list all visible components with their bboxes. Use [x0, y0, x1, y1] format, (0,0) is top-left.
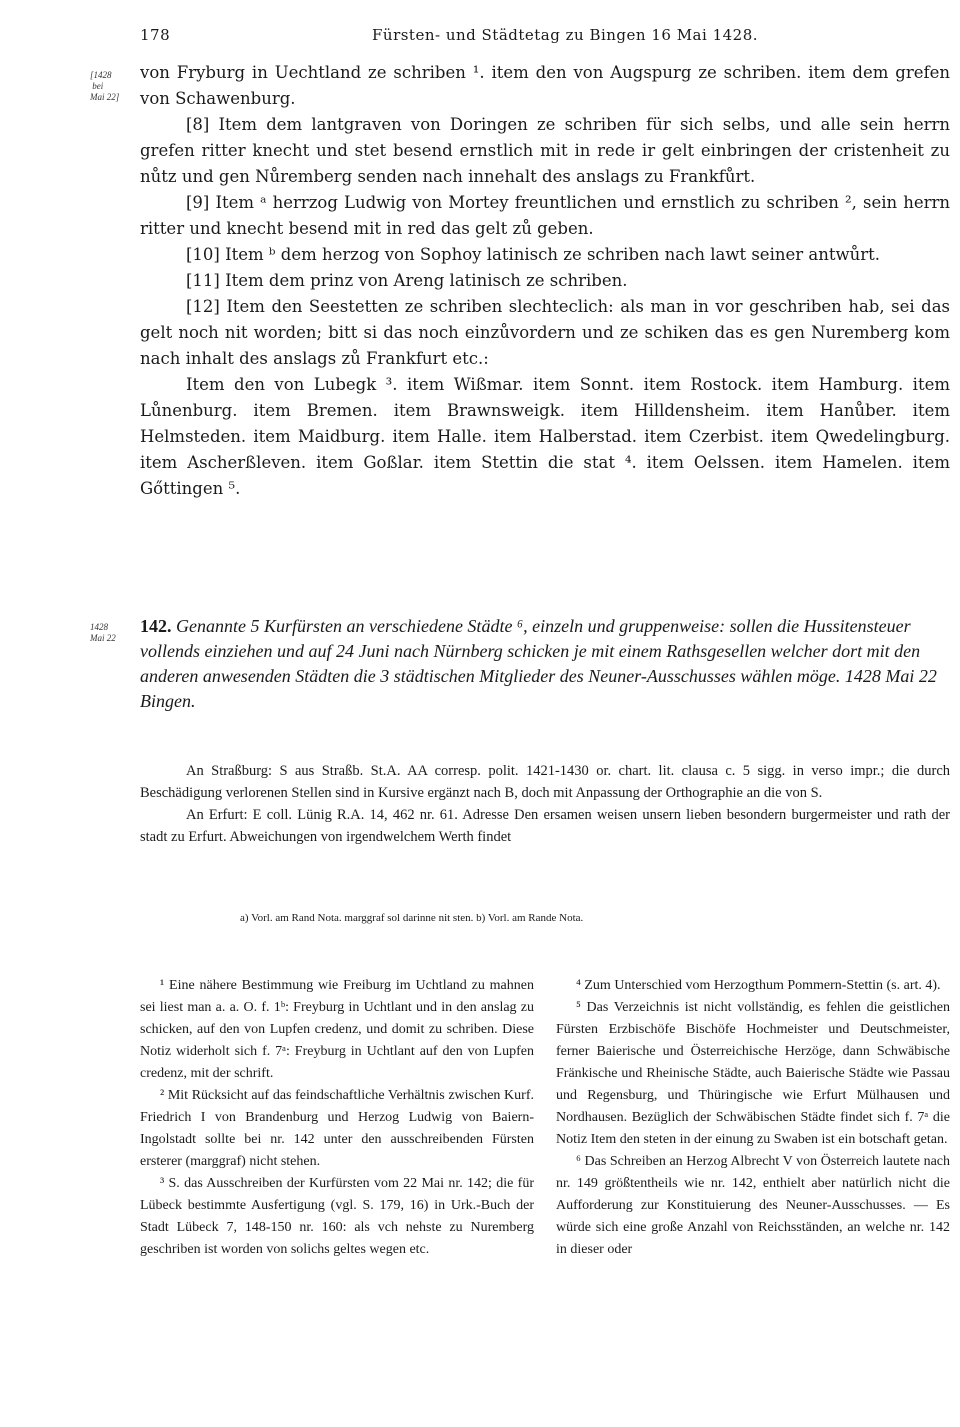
paragraph-9: [9] Item ᵃ herrzog Ludwig von Mortey freuntlichen und ernstlich zu schriben ², sein herrn ritter und knecht besend mit in red das gelt zů geben. — [140, 193, 950, 238]
running-title: Fürsten- und Städtetag zu Bingen 16 Mai 1428. — [372, 26, 759, 44]
footnote: ¹ Eine nähere Bestimmung wie Freiburg im Uchtland zu mahnen sei liest man a. a. O. f. 1ᵇ: Freyburg in Uchtlant und in den anslag zu schicken, auf den von Lupfen credenz, und domit zu schriben. Diese Notiz widerholt sich f. 7ᵃ: Freyburg in Uchtlant auf den von Lupfen credenz, mit der schrift. — [140, 978, 534, 1081]
entry-number: 142. — [140, 616, 172, 636]
footnotes-right-column — [556, 975, 950, 1261]
body-text — [140, 60, 950, 502]
page-number: 178 — [140, 26, 171, 44]
footnote: ² Mit Rücksicht auf das feindschaftliche Verhältnis zwischen Kurf. Friedrich I von Brandenburg und Herzog Ludwig von Baiern-Ingolstadt sollte bei nr. 142 unter den ausschreibenden Fürsten ersterer (marggraf) nicht stehen. — [140, 1088, 534, 1169]
entry-source-notes — [140, 760, 950, 848]
source-note-strassburg: An Straßburg: S aus Straßb. St.A. AA corresp. polit. 1421-1430 or. chart. lit. clausa c. 5 sigg. in verso impr.; die durch Beschädigung verlorenen Stellen sind in Kursive ergänzt nach B, doch mit Anpassung der Orthographie an die von S. — [140, 763, 950, 801]
footnote: ³ S. das Ausschreiben der Kurfürsten vom 22 Mai nr. 142; die für Lübeck bestimmte Ausfertigung (vgl. S. 179, 16) in Urk.-Buch der Stadt Lübeck 7, 148-150 nr. 160: als vch nehste zu Nuremberg geschriben ist worden von solichs geltes wegen etc. — [140, 1176, 534, 1257]
margin-entry-date: 1428 Mai 22 — [90, 622, 116, 643]
footnote: ⁶ Das Schreiben an Herzog Albrecht V von Österreich lautete nach nr. 149 größtentheils wie nr. 142, enthielt aber natürlich nicht die Aufforderung zur Konstituierung des Neuner-Ausschusses. — Es würde sich eine große Anzahl von Reichsständen, an welche nr. 142 in dieser oder — [556, 1154, 950, 1257]
footnote: ⁴ Zum Unterschied vom Herzogthum Pommern-Stettin (s. art. 4). — [576, 978, 941, 993]
page-header — [140, 26, 960, 50]
paragraph-continuation: von Fryburg in Uechtland ze schriben ¹. item den von Augspurg ze schriben. item dem grefen von Schawenburg. — [140, 63, 950, 108]
paragraph-12: [12] Item den Seestetten ze schriben slechteclich: als man in vor geschriben hab, sei das gelt noch nit worden; bitt si das noch einzůvordern und ze schiken das es gen Nuremberg kom nach inhalt des anslags zů Frankfurt etc.: — [140, 297, 950, 368]
paragraph-8: [8] Item dem lantgraven von Doringen ze schriben für sich selbs, und alle sein herrn grefen ritter knecht und stet besend ernstlich mit in rede ir gelt einbringen der cristenheit zu nůtz und gen Nůremberg senden nach innehalt des anslags zu Frankfůrt. — [140, 115, 950, 186]
entry-summary: Genannte 5 Kurfürsten an verschiedene Städte ⁶, einzeln und gruppenweise: sollen die Hussitensteuer vollends einziehen und auf 24 Juni nach Nürnberg schicken je mit einem Rathsgesellen welcher dort mit den anderen anwesenden Städten die 3 städtischen Mitglieder des Neuner-Ausschusses wählen möge. 1428 Mai 22 Bingen. — [140, 616, 937, 711]
footnote: ⁵ Das Verzeichnis ist nicht vollständig, es fehlen die geistlichen Fürsten Erzbischöfe Bischöfe Hochmeister und Deutschmeister, ferner Baierische und Österreichische Herzöge, dann Schwäbische Fränkische und Rheinische Städte, auch Baierische Städte wie Passau und Regensburg, und Thüringische wie Erfurt Mülhausen und Nordhausen. Bezüglich der Schwäbischen Städte findet sich f. 7ᵃ die Notiz Item den steten in der einung zu Swaben ist ein botschaft getan. — [556, 1000, 950, 1147]
variant-notes: a) Vorl. am Rand Nota. marggraf sol darinne nit sten. b) Vorl. am Rande Nota. — [240, 912, 584, 924]
paragraph-10: [10] Item ᵇ dem herzog von Sophoy latinisch ze schriben nach lawt seiner antwůrt. — [186, 245, 880, 264]
footnotes-left-column — [140, 975, 534, 1261]
source-note-erfurt: An Erfurt: E coll. Lünig R.A. 14, 462 nr. 61. Adresse Den ersamen weisen unsern lieben besondern burgermeister und rath der stadt zu Erfurt. Abweichungen von irgendwelchem Werth findet — [140, 807, 950, 845]
margin-date-note: [1428 bei Mai 22] — [90, 70, 120, 102]
paragraph-11: [11] Item dem prinz von Areng latinisch ze schriben. — [186, 271, 628, 290]
entry-heading — [140, 614, 950, 714]
city-list: Item den von Lubegk ³. item Wißmar. item Sonnt. item Rostock. item Hamburg. item Lůnenburg. item Bremen. item Brawnsweigk. item Hilldensheim. item Hanůber. item Helmsteden. item Maidburg. item Halle. item Halberstad. item Czerbist. item Qwedelingburg. item Ascherßleven. item Goßlar. item Stettin die stat ⁴. item Oelssen. item Hamelen. item Gőttingen ⁵. — [140, 375, 950, 498]
